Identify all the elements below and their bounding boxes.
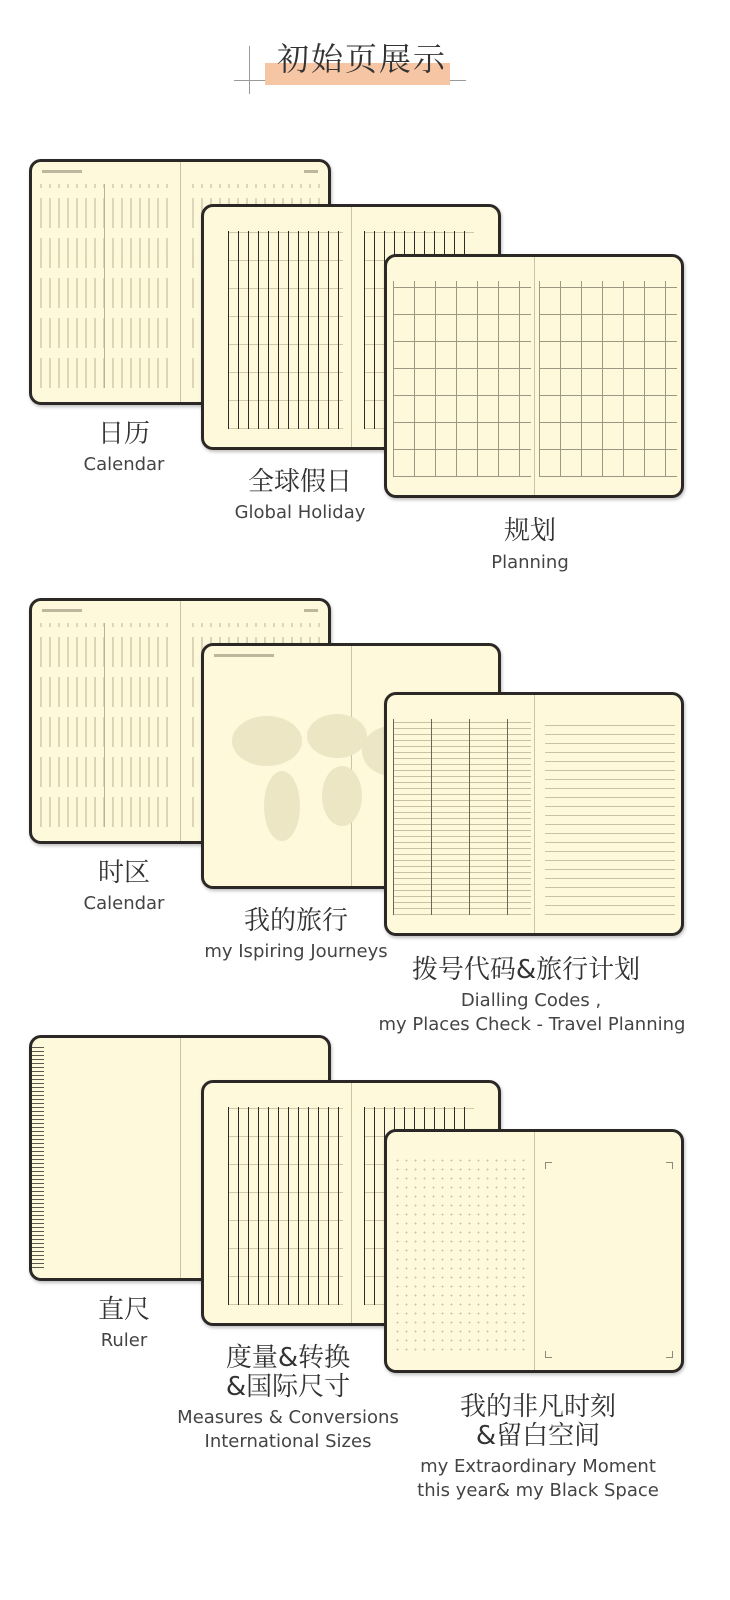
label-measures-en-2: International Sizes: [204, 1431, 372, 1452]
page-header: [0, 0, 730, 110]
ruler-scale: [32, 1046, 44, 1268]
label-ruler-cn: 直尺: [97, 1295, 150, 1325]
label-global-holiday-cn: 全球假日: [247, 467, 352, 497]
label-journeys-cn: 我的旅行: [243, 906, 348, 936]
notebook-moments: [384, 1129, 684, 1373]
label-timezone-en: Calendar: [83, 893, 165, 914]
label-calendar-en: Calendar: [83, 454, 165, 475]
label-moments-en-2: this year& my Black Space: [417, 1480, 659, 1501]
label-measures-cn-1: 度量&转换: [225, 1343, 351, 1373]
label-timezone-cn: 时区: [97, 858, 150, 888]
header-rule-vertical: [249, 46, 250, 94]
label-moments-en-1: my Extraordinary Moment: [420, 1456, 656, 1477]
notebook-dialling-codes: [384, 692, 684, 936]
label-planning-cn: 规划: [503, 516, 556, 546]
label-measures-cn-2: &国际尺寸: [225, 1372, 351, 1402]
label-calendar-cn: 日历: [97, 419, 150, 449]
label-dialling-cn: 拨号代码&旅行计划: [411, 955, 641, 985]
label-moments-cn-2: &留白空间: [475, 1421, 601, 1451]
page-title: 初始页展示: [276, 40, 447, 78]
label-planning-en: Planning: [491, 552, 569, 573]
label-measures-en-1: Measures & Conversions: [177, 1407, 399, 1428]
label-journeys-en: my Ispiring Journeys: [204, 941, 388, 962]
label-global-holiday-en: Global Holiday: [234, 502, 366, 523]
notebook-planning: [384, 254, 684, 498]
label-ruler-en: Ruler: [100, 1330, 148, 1351]
label-dialling-en-1: Dialling Codes ,: [460, 990, 602, 1011]
label-moments-cn-1: 我的非凡时刻: [459, 1392, 616, 1422]
label-dialling-en-2: my Places Check - Travel Planning: [378, 1014, 686, 1035]
